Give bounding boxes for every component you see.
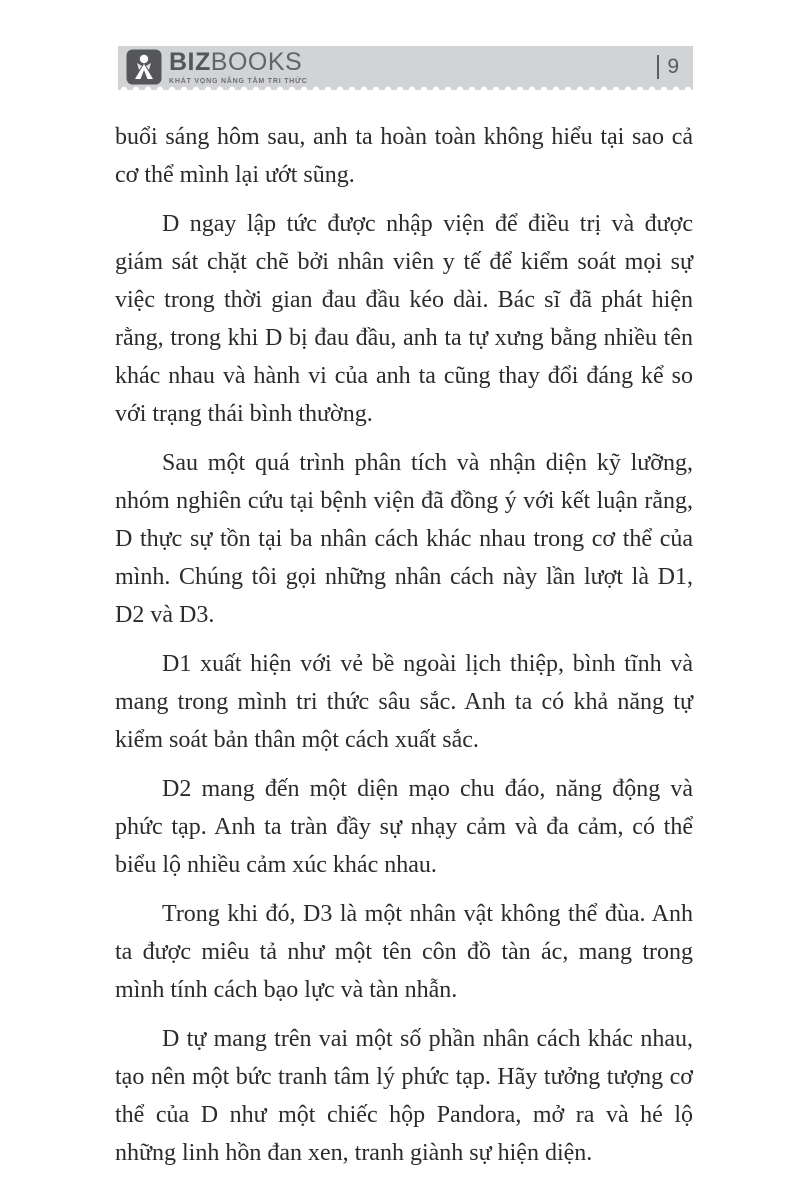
paragraph: D2 mang đến một diện mạo chu đáo, năng động và phức tạp. Anh ta tràn đầy sự nhạy cảm và đa cảm, có thể biểu lộ nhiều cảm xúc khác nhau. (115, 776, 693, 878)
brand-tagline: KHÁT VỌNG NÂNG TẦM TRI THỨC (169, 77, 308, 85)
paragraph: Trong khi đó, D3 là một nhân vật không thể đùa. Anh ta được miêu tả như một tên côn đồ tàn ác, mang trong mình tính cách bạo lực và tàn nhẫn. (115, 901, 693, 1003)
header-bar (118, 46, 693, 90)
bizbooks-logo-icon (126, 49, 162, 85)
brand-books: BOOKS (210, 47, 303, 76)
page-content (115, 118, 693, 1183)
paragraph: D1 xuất hiện với vẻ bề ngoài lịch thiệp, bình tĩnh và mang trong mình tri thức sâu sắc. Anh ta có khả năng tự kiểm soát bản thân một cách xuất sắc. (115, 651, 693, 753)
paragraph: D tự mang trên vai một số phần nhân cách khác nhau, tạo nên một bức tranh tâm lý phức tạp. Hãy tưởng tượng cơ thể của D như một chiếc hộp Pandora, mở ra và hé lộ những linh hồn đan xen, tranh giành sự hiện diện. (115, 1026, 693, 1166)
paragraph: buổi sáng hôm sau, anh ta hoàn toàn không hiểu tại sao cả cơ thể mình lại ướt sũng. (115, 124, 693, 188)
paragraph: Sau một quá trình phân tích và nhận diện kỹ lưỡng, nhóm nghiên cứu tại bệnh viện đã đồng ý với kết luận rằng, D thực sự tồn tại ba nhân cách khác nhau trong cơ thể của mình. Chúng tôi gọi những nhân cách này lần lượt là D1, D2 và D3. (115, 450, 693, 628)
logo-text (169, 47, 308, 85)
page-number-separator (657, 55, 659, 79)
brand-biz: BIZ (169, 47, 211, 76)
brand-name (169, 47, 308, 76)
bizbooks-logo (126, 49, 308, 85)
page-number-value: 9 (667, 55, 679, 78)
paragraph: D ngay lập tức được nhập viện để điều trị và được giám sát chặt chẽ bởi nhân viên y tế để kiểm soát mọi sự việc trong thời gian đau đầu kéo dài. Bác sĩ đã phát hiện rằng, trong khi D bị đau đầu, anh ta tự xưng bằng nhiều tên khác nhau và hành vi của anh ta cũng thay đổi đáng kể so với trạng thái bình thường. (115, 211, 693, 427)
page-number (657, 55, 679, 79)
